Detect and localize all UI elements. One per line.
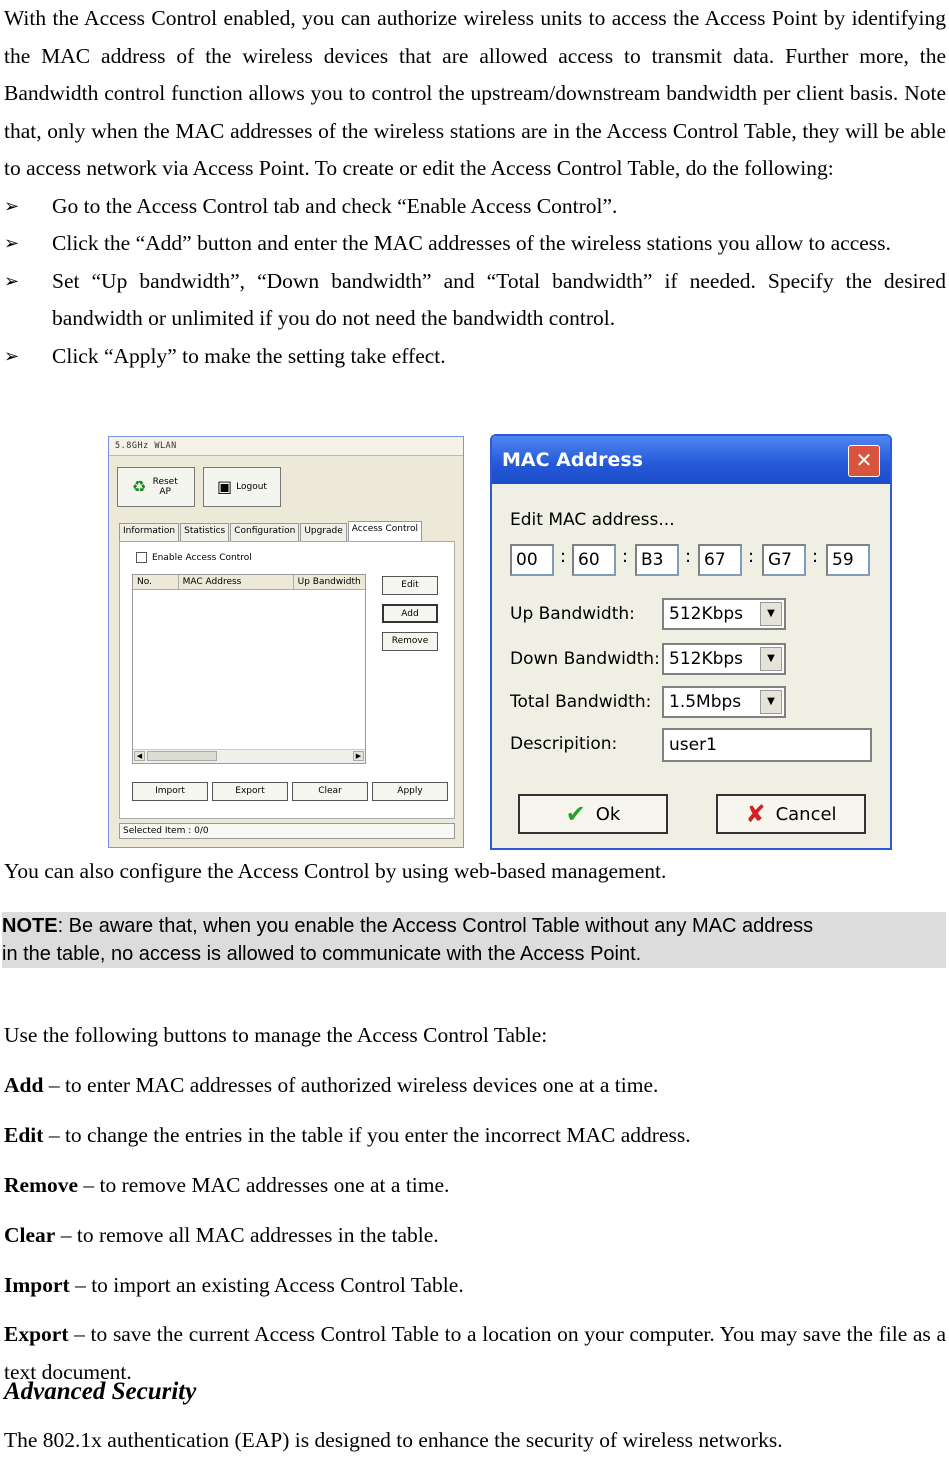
reset-ap-button[interactable]: ♻ Reset AP: [117, 467, 195, 507]
arrow-bullet-icon: ➢: [4, 270, 20, 292]
logout-button[interactable]: ▣ Logout: [203, 467, 281, 507]
add-button[interactable]: Add: [382, 604, 438, 623]
colon-separator: :: [685, 546, 692, 567]
dialog-title: MAC Address: [502, 449, 643, 471]
note-label: NOTE: [2, 915, 58, 937]
scroll-left-icon[interactable]: ◀: [134, 751, 145, 761]
dropdown-arrow-icon[interactable]: ▼: [760, 647, 782, 671]
colon-separator: :: [560, 546, 567, 567]
section-heading: Advanced Security: [4, 1378, 197, 1405]
window-title: 5.8GHz WLAN: [109, 437, 463, 456]
colon-separator: :: [622, 546, 629, 567]
access-control-panel: [119, 541, 455, 819]
mac-octet-field[interactable]: 67: [698, 544, 742, 576]
mac-octet-field[interactable]: G7: [762, 544, 806, 576]
utility-window: [108, 436, 464, 848]
edit-mac-label: Edit MAC address...: [510, 510, 675, 530]
note-box: [2, 912, 946, 968]
scroll-right-icon[interactable]: ▶: [353, 751, 364, 761]
step-item: ➢ Go to the Access Control tab and check “Enable Access Control”.: [4, 188, 946, 226]
arrow-bullet-icon: ➢: [4, 233, 20, 254]
edit-button[interactable]: Edit: [382, 576, 438, 595]
horizontal-scrollbar[interactable]: [133, 749, 365, 763]
dialog-title-bar: [492, 436, 890, 484]
cancel-button[interactable]: ✘ Cancel: [716, 794, 866, 834]
dropdown-arrow-icon[interactable]: ▼: [760, 690, 782, 714]
export-button[interactable]: Export: [212, 782, 288, 801]
steps-list: [4, 188, 946, 376]
down-bandwidth-label: Down Bandwidth:: [510, 649, 660, 669]
access-control-table[interactable]: [132, 574, 366, 764]
logout-icon: ▣: [217, 477, 233, 496]
down-bandwidth-select[interactable]: 512Kbps ▼: [662, 643, 786, 675]
description-input[interactable]: user1: [662, 728, 872, 762]
mac-octet-field[interactable]: B3: [635, 544, 679, 576]
colon-separator: :: [748, 546, 755, 567]
document-page: [4, 0, 946, 375]
arrow-bullet-icon: ➢: [4, 345, 20, 367]
dropdown-arrow-icon[interactable]: ▼: [760, 602, 782, 626]
definition-export: Export – to save the current Access Control Table to a location on your computer. You may save the file as a text document.: [4, 1322, 946, 1384]
step-item: ➢ Click “Apply” to make the setting take effect.: [4, 338, 946, 376]
web-management-note: You can also configure the Access Control by using web-based management.: [4, 859, 667, 883]
refresh-icon: ♻: [131, 477, 147, 496]
tab-statistics[interactable]: Statistics: [180, 523, 229, 541]
description-label: Descripition:: [510, 734, 618, 754]
definition-import: Import – to import an existing Access Control Table.: [4, 1273, 464, 1297]
total-bandwidth-label: Total Bandwidth:: [510, 692, 652, 712]
checkbox-box[interactable]: [136, 552, 147, 563]
mac-address-dialog: [490, 434, 892, 850]
mac-octet-field[interactable]: 00: [510, 544, 554, 576]
definition-remove: Remove – to remove MAC addresses one at a time.: [4, 1173, 450, 1197]
step-item: ➢ Click the “Add” button and enter the MAC addresses of the wireless stations you allow to access.: [4, 225, 946, 263]
checkmark-icon: ✔: [565, 800, 586, 828]
import-button[interactable]: Import: [132, 782, 208, 801]
scroll-thumb[interactable]: [147, 751, 217, 761]
definition-add: Add – to enter MAC addresses of authorized wireless devices one at a time.: [4, 1073, 659, 1097]
tab-information[interactable]: Information: [119, 523, 179, 541]
intro-paragraph: With the Access Control enabled, you can authorize wireless units to access the Access Point by identifying the MAC address of the wireless devices that are allowed access to transmit data. Further more, the Bandwidth control function allows you to control the upstream/downstream bandwidth per client basis. Note that, only when the MAC addresses of the wireless stations are in the Access Control Table, they will be able to access network via Access Point. To create or edit the Access Control Table, do the following:: [4, 6, 946, 180]
apply-button[interactable]: Apply: [372, 782, 448, 801]
up-bandwidth-select[interactable]: 512Kbps ▼: [662, 598, 786, 630]
mac-octet-field[interactable]: 59: [826, 544, 870, 576]
column-no[interactable]: No.: [133, 575, 179, 589]
column-up-bandwidth[interactable]: Up Bandwidth: [297, 577, 361, 587]
arrow-bullet-icon: ➢: [4, 195, 20, 217]
remove-button[interactable]: Remove: [382, 632, 438, 651]
note-text-line2: in the table, no access is allowed to communicate with the Access Point.: [2, 940, 641, 968]
up-bandwidth-label: Up Bandwidth:: [510, 604, 635, 624]
table-header: [133, 575, 365, 590]
mac-octet-field[interactable]: 60: [572, 544, 616, 576]
colon-separator: :: [812, 546, 819, 567]
button-definitions: [4, 1010, 946, 1391]
definition-edit: Edit – to change the entries in the table if you enter the incorrect MAC address.: [4, 1123, 691, 1147]
ok-button[interactable]: ✔ Ok: [518, 794, 668, 834]
clear-button[interactable]: Clear: [292, 782, 368, 801]
step-item: ➢ Set “Up bandwidth”, “Down bandwidth” and “Total bandwidth” if needed. Specify the desired bandwidth or unlimited if you do not need the bandwidth control.: [4, 263, 946, 338]
tab-upgrade[interactable]: Upgrade: [300, 523, 346, 541]
note-text-line1: : Be aware that, when you enable the Access Control Table without any MAC address: [57, 915, 814, 937]
tab-bar: [119, 523, 423, 541]
tab-configuration[interactable]: Configuration: [230, 523, 299, 541]
buttons-intro: Use the following buttons to manage the Access Control Table:: [4, 1023, 548, 1047]
close-icon[interactable]: ✕: [848, 445, 880, 477]
status-bar: Selected Item : 0/0: [119, 823, 455, 839]
definition-clear: Clear – to remove all MAC addresses in the table.: [4, 1223, 439, 1247]
enable-access-control-checkbox[interactable]: Enable Access Control: [136, 552, 252, 563]
cross-icon: ✘: [745, 800, 766, 828]
screenshots-figure: [0, 434, 949, 852]
tab-access-control[interactable]: Access Control: [348, 521, 422, 541]
column-mac[interactable]: MAC Address: [179, 575, 294, 589]
final-paragraph: The 802.1x authentication (EAP) is designed to enhance the security of wireless networks.: [4, 1427, 783, 1452]
total-bandwidth-select[interactable]: 1.5Mbps ▼: [662, 686, 786, 718]
